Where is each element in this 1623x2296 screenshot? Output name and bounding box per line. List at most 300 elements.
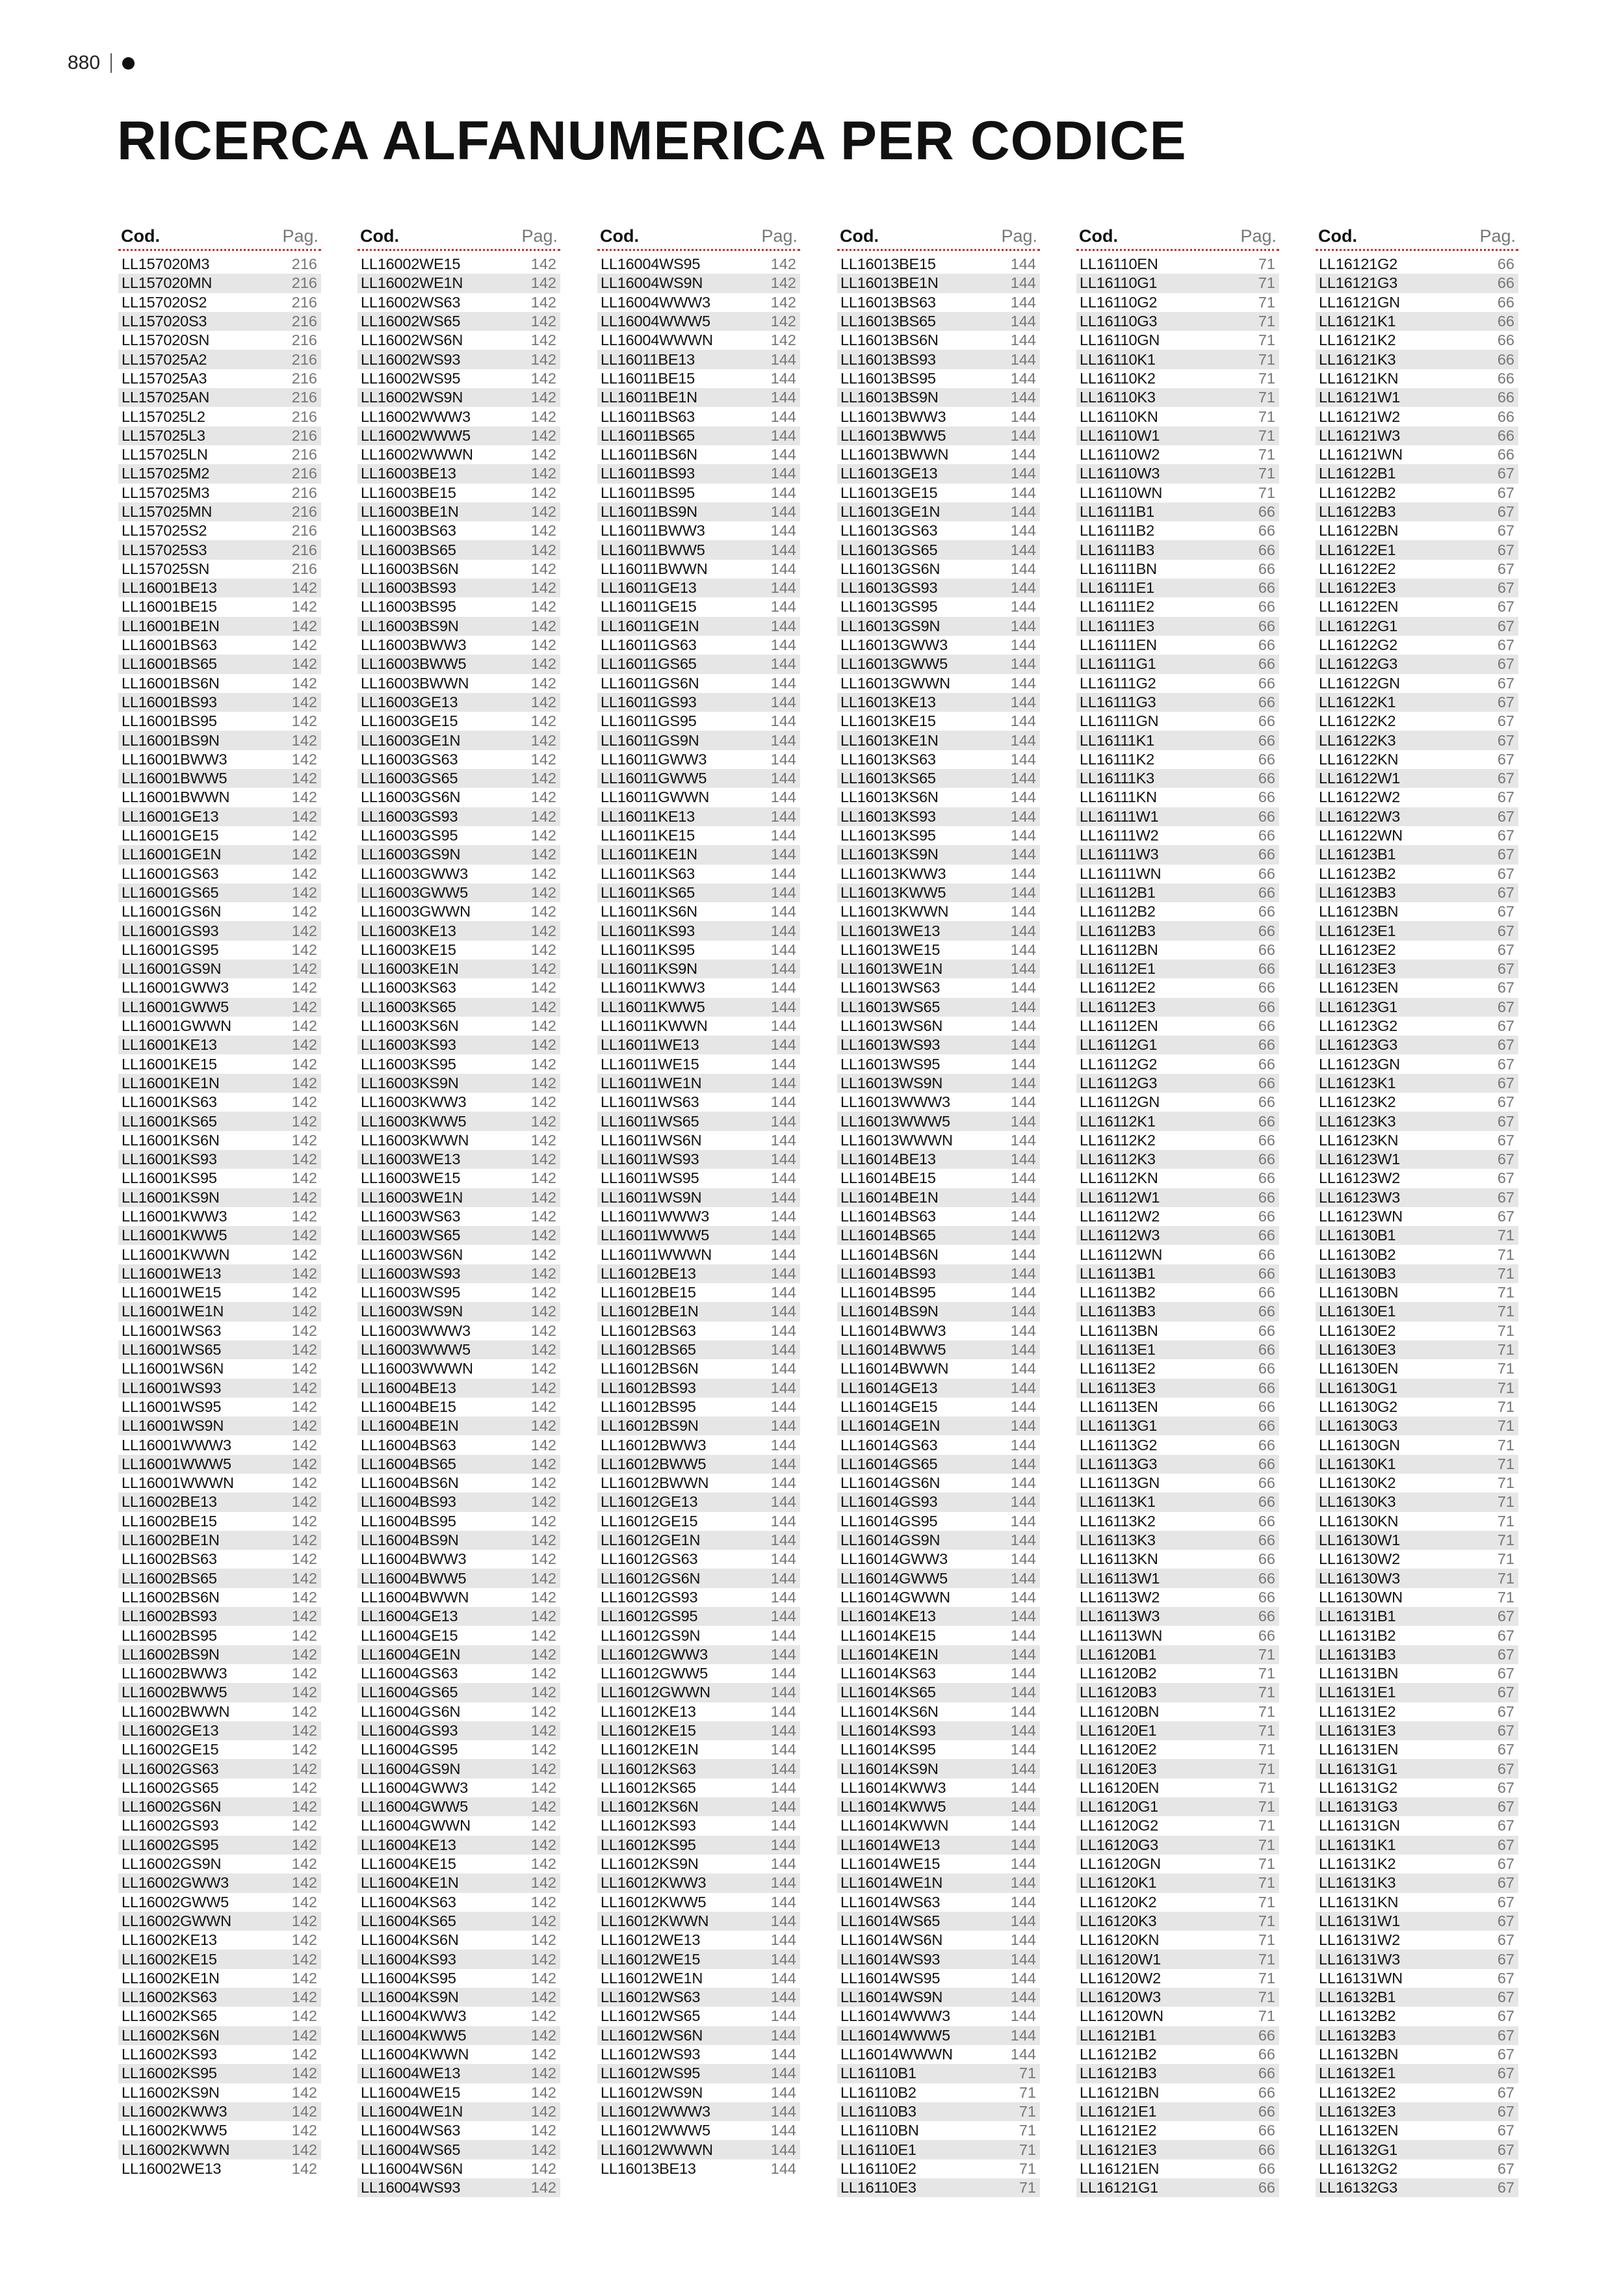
page-ref: 144	[770, 1093, 796, 1111]
product-code: LL16011WWW3	[601, 1207, 710, 1225]
table-row	[837, 1322, 1040, 1340]
product-code: LL16121G1	[1080, 2179, 1159, 2197]
table-row	[1076, 2064, 1279, 2083]
product-code: LL16003GS95	[361, 827, 458, 844]
table-row	[1076, 1855, 1279, 1873]
page-ref: 216	[291, 522, 317, 540]
product-code: LL16003BE13	[361, 465, 456, 482]
table-row	[1076, 1816, 1279, 1835]
product-code: LL16004WS65	[361, 2141, 461, 2158]
page-ref: 144	[770, 846, 796, 863]
product-code: LL16001KS95	[122, 1169, 217, 1187]
page-ref: 142	[530, 1893, 556, 1911]
product-code: LL16002WWW5	[361, 426, 471, 444]
table-row	[597, 1359, 800, 1378]
table-row	[837, 1988, 1040, 2007]
page-ref: 71	[1258, 255, 1275, 273]
product-code: LL16132G3	[1319, 2179, 1398, 2197]
page-ref: 144	[1010, 1112, 1036, 1130]
product-code: LL16012BE1N	[601, 1303, 699, 1320]
product-code: LL16002GS93	[122, 1817, 219, 1834]
column-header	[837, 226, 1040, 251]
product-code: LL16003WE13	[361, 1151, 461, 1168]
table-row	[357, 750, 560, 769]
table-row	[597, 2121, 800, 2140]
page-ref: 142	[291, 617, 317, 634]
table-row	[837, 731, 1040, 750]
table-row	[1316, 865, 1518, 883]
product-code: LL16014KWW3	[840, 1779, 946, 1796]
page-ref: 144	[1010, 579, 1036, 597]
product-code: LL16110G1	[1080, 274, 1158, 292]
index-column-3	[597, 226, 800, 2178]
table-row	[357, 2178, 560, 2197]
table-row	[1076, 655, 1279, 673]
table-row	[597, 1455, 800, 1474]
table-row	[357, 845, 560, 864]
page-ref: 66	[1497, 446, 1514, 463]
table-row	[1076, 674, 1279, 693]
table-row	[357, 998, 560, 1017]
page-ref: 67	[1497, 2122, 1514, 2139]
product-code: LL16013KS63	[840, 750, 936, 768]
product-code: LL16012WE15	[601, 1950, 701, 1968]
table-row	[837, 560, 1040, 579]
page-number	[68, 52, 135, 74]
page-ref: 142	[530, 693, 556, 711]
table-row	[837, 597, 1040, 616]
page-ref: 142	[291, 1417, 317, 1435]
product-code: LL16014BS65	[840, 1227, 936, 1244]
table-row	[1076, 826, 1279, 845]
product-code: LL16120WN	[1080, 2007, 1163, 2025]
product-code: LL16130KN	[1319, 1512, 1399, 1530]
product-code: LL16014BS9N	[840, 1303, 939, 1320]
table-row	[357, 2140, 560, 2159]
page-ref: 67	[1497, 541, 1514, 558]
column-rows	[357, 255, 560, 2197]
table-row	[597, 1302, 800, 1321]
table-row	[1076, 1093, 1279, 1112]
table-row	[357, 1969, 560, 1988]
product-code: LL16014BS63	[840, 1207, 936, 1225]
page-ref: 142	[530, 883, 556, 901]
table-row	[118, 1131, 321, 1150]
product-code: LL16011BS9N	[601, 503, 697, 520]
table-row	[597, 597, 800, 616]
table-row	[1076, 1017, 1279, 1036]
page-ref: 144	[1010, 1455, 1036, 1472]
table-row	[1316, 1302, 1518, 1321]
page-ref: 142	[530, 1912, 556, 1929]
page-ref: 71	[1258, 1989, 1275, 2006]
table-row	[1076, 998, 1279, 1017]
table-row	[1076, 1550, 1279, 1569]
product-code: LL16113E2	[1080, 1360, 1156, 1377]
table-row	[1316, 579, 1518, 597]
product-code: LL16002KS9N	[122, 2083, 220, 2101]
page-ref: 142	[530, 2007, 556, 2025]
table-row	[357, 883, 560, 902]
table-row	[118, 1188, 321, 1207]
page-ref: 66	[1258, 2122, 1275, 2139]
page-ref: 142	[530, 446, 556, 463]
product-code: LL16120B1	[1080, 1645, 1157, 1663]
page-ref: 144	[1010, 903, 1036, 920]
product-code: LL16111G2	[1080, 674, 1156, 692]
table-row	[837, 693, 1040, 712]
page-ref: 142	[770, 274, 796, 292]
page-ref: 67	[1497, 1798, 1514, 1816]
product-code: LL16130BN	[1319, 1284, 1399, 1301]
page-ref: 142	[530, 293, 556, 311]
product-code: LL16121K2	[1319, 332, 1396, 349]
page-ref: 142	[530, 1227, 556, 1244]
page-ref: 66	[1258, 1512, 1275, 1530]
product-code: LL16112E3	[1080, 998, 1156, 1015]
product-code: LL16002WS65	[361, 313, 461, 330]
product-code: LL16113W1	[1080, 1569, 1160, 1587]
product-code: LL16113KN	[1080, 1550, 1158, 1568]
table-row	[357, 1074, 560, 1093]
table-row	[357, 560, 560, 579]
product-code: LL16003KE1N	[361, 960, 459, 978]
page-ref: 71	[1497, 1360, 1514, 1377]
page-ref: 144	[1010, 827, 1036, 844]
page-ref: 142	[291, 1893, 317, 1911]
page-ref: 142	[291, 1645, 317, 1663]
product-code: LL16122G1	[1319, 617, 1398, 634]
product-code: LL16110WN	[1080, 484, 1163, 501]
table-row	[1316, 1455, 1518, 1474]
page-ref: 142	[530, 1779, 556, 1796]
page-ref: 142	[291, 1322, 317, 1339]
table-row	[357, 1379, 560, 1398]
product-code: LL16013KE1N	[840, 731, 939, 749]
table-row	[1076, 788, 1279, 807]
page-ref: 144	[770, 1684, 796, 1701]
page-ref: 142	[530, 1379, 556, 1396]
product-code: LL16122G2	[1319, 636, 1398, 654]
page-ref: 142	[291, 2083, 317, 2101]
product-code: LL16120G3	[1080, 1836, 1159, 1853]
table-row	[357, 865, 560, 883]
product-code: LL16012BWWN	[601, 1474, 709, 1492]
table-row	[837, 2026, 1040, 2045]
table-row	[357, 1512, 560, 1531]
page-ref: 142	[530, 2046, 556, 2063]
page-ref: 142	[530, 503, 556, 520]
page-ref: 142	[530, 1055, 556, 1073]
product-code: LL16002BWWN	[122, 1702, 230, 1720]
page-ref: 67	[1497, 1741, 1514, 1758]
page-ref: 71	[1258, 274, 1275, 292]
table-row	[1316, 1950, 1518, 1968]
table-row	[357, 1531, 560, 1550]
table-row	[118, 1873, 321, 1892]
table-row	[357, 540, 560, 559]
page-ref: 144	[770, 1284, 796, 1301]
page-ref: 67	[1497, 560, 1514, 577]
product-code: LL16004GS63	[361, 1665, 458, 1682]
product-code: LL16013WS63	[840, 979, 941, 997]
table-row	[357, 826, 560, 845]
page-ref: 144	[1010, 1741, 1036, 1758]
product-code: LL16014GS93	[840, 1493, 938, 1511]
product-code: LL16014BWWN	[840, 1360, 949, 1377]
page-ref: 142	[530, 998, 556, 1015]
page-ref: 144	[1010, 2046, 1036, 2063]
table-row	[597, 731, 800, 750]
product-code: LL16011KWW5	[601, 998, 705, 1015]
product-code: LL16013WE15	[840, 941, 941, 958]
page-ref: 144	[1010, 1969, 1036, 1987]
page-ref: 142	[530, 1436, 556, 1454]
table-row	[837, 2064, 1040, 2083]
table-row	[837, 959, 1040, 978]
page-ref: 71	[1258, 484, 1275, 501]
page-title: RICERCA ALFANUMERICA PER CODICE	[117, 110, 1187, 171]
page-ref: 67	[1497, 1131, 1514, 1149]
page-ref: 142	[291, 1131, 317, 1149]
product-code: LL16001WWWN	[122, 1474, 234, 1492]
table-row	[1076, 255, 1279, 274]
table-row	[1316, 1188, 1518, 1207]
table-row	[1316, 350, 1518, 369]
table-row	[597, 2045, 800, 2064]
page-ref: 144	[1010, 484, 1036, 501]
table-row	[1316, 731, 1518, 750]
page-ref: 144	[770, 2007, 796, 2025]
page-ref: 71	[1497, 1417, 1514, 1435]
table-row	[1316, 293, 1518, 312]
page-ref: 142	[530, 541, 556, 558]
table-row	[597, 350, 800, 369]
page-ref: 142	[530, 313, 556, 330]
product-code: LL16120E3	[1080, 1760, 1157, 1777]
page-ref: 144	[770, 1912, 796, 1929]
table-row	[597, 1188, 800, 1207]
product-code: LL16123G1	[1319, 998, 1398, 1015]
product-code: LL16011GS6N	[601, 674, 699, 692]
table-row	[837, 1645, 1040, 1664]
page-ref: 66	[1258, 503, 1275, 520]
product-code: LL16123E1	[1319, 922, 1396, 939]
page-ref: 142	[530, 1512, 556, 1530]
product-code: LL16002GS63	[122, 1760, 219, 1777]
page-ref: 67	[1497, 865, 1514, 882]
product-code: LL16014GWW5	[840, 1569, 948, 1587]
product-code: LL16131W1	[1319, 1912, 1400, 1929]
page-ref: 142	[530, 389, 556, 406]
table-row	[1076, 2102, 1279, 2121]
table-row	[118, 941, 321, 959]
table-row	[118, 1398, 321, 1416]
product-code: LL16003GWW5	[361, 883, 468, 901]
table-row	[118, 1912, 321, 1931]
page-ref: 67	[1497, 1036, 1514, 1054]
product-code: LL16003KS65	[361, 998, 456, 1015]
product-code: LL157025LN	[122, 446, 208, 463]
table-row	[357, 617, 560, 636]
product-code: LL16011KS6N	[601, 903, 697, 920]
page-ref: 142	[530, 522, 556, 540]
product-code: LL16012WWWN	[601, 2141, 713, 2158]
product-code: LL16113G3	[1080, 1455, 1158, 1472]
table-row	[1076, 540, 1279, 559]
table-row	[357, 369, 560, 388]
product-code: LL16113WN	[1080, 1626, 1163, 1644]
product-code: LL16132B3	[1319, 2026, 1396, 2044]
table-row	[597, 426, 800, 445]
table-row	[597, 1816, 800, 1835]
table-row	[597, 1474, 800, 1493]
product-code: LL157025L3	[122, 426, 205, 444]
page-header-label: Pag.	[1240, 226, 1277, 246]
page-ref: 144	[1010, 1569, 1036, 1587]
table-row	[357, 1626, 560, 1645]
page-ref: 144	[770, 1874, 796, 1892]
table-row	[118, 845, 321, 864]
table-row	[597, 1779, 800, 1797]
product-code: LL16001BWWN	[122, 789, 230, 806]
product-code: LL16014WWW5	[840, 2026, 950, 2044]
product-code: LL16120B2	[1080, 1665, 1157, 1682]
product-code: LL16014KS63	[840, 1665, 936, 1682]
page-ref: 142	[291, 1512, 317, 1530]
product-code: LL16011WE1N	[601, 1074, 702, 1091]
product-code: LL16014GS65	[840, 1455, 938, 1472]
product-code: LL16004BE1N	[361, 1417, 459, 1435]
page-ref: 142	[291, 1474, 317, 1492]
product-code: LL16130E1	[1319, 1303, 1396, 1320]
page-ref: 144	[1010, 293, 1036, 311]
table-row	[837, 1607, 1040, 1626]
product-code: LL16011GWW3	[601, 750, 707, 768]
table-row	[837, 921, 1040, 940]
product-code: LL16001KWW5	[122, 1227, 227, 1244]
table-row	[837, 617, 1040, 636]
page-ref: 142	[291, 1017, 317, 1035]
table-row	[1076, 1683, 1279, 1702]
table-row	[837, 826, 1040, 845]
product-code: LL16001GWW3	[122, 979, 229, 997]
table-row	[837, 1264, 1040, 1283]
product-code: LL157025A3	[122, 369, 207, 387]
page-ref: 144	[770, 1036, 796, 1054]
page-ref: 144	[770, 750, 796, 768]
table-row	[1076, 1474, 1279, 1493]
page-ref: 142	[291, 1931, 317, 1949]
page-ref: 67	[1497, 522, 1514, 540]
product-code: LL16001GS65	[122, 883, 219, 901]
product-code: LL16002BS9N	[122, 1645, 220, 1663]
product-code: LL16110E3	[840, 2179, 916, 2197]
table-row	[837, 1740, 1040, 1759]
product-code: LL16012WS93	[601, 2046, 701, 2063]
page-ref: 144	[1010, 807, 1036, 825]
product-code: LL16001KE13	[122, 1036, 217, 1054]
table-row	[1076, 1112, 1279, 1130]
table-row	[597, 883, 800, 902]
page-ref: 66	[1258, 1532, 1275, 1549]
table-row	[118, 1531, 321, 1550]
table-row	[118, 1416, 321, 1435]
table-row	[118, 1626, 321, 1645]
table-row	[118, 1645, 321, 1664]
product-code: LL16121WN	[1319, 446, 1403, 463]
page-ref: 144	[770, 655, 796, 673]
product-code: LL16113G2	[1080, 1436, 1158, 1454]
product-code: LL16112E1	[1080, 960, 1156, 978]
product-code: LL16003KE15	[361, 941, 456, 958]
page-ref: 144	[1010, 731, 1036, 749]
page-ref: 71	[1258, 350, 1275, 368]
product-code: LL16001KWWN	[122, 1246, 230, 1263]
product-code: LL16004GE13	[361, 1608, 458, 1625]
page-ref: 144	[1010, 1684, 1036, 1701]
product-code: LL16013BE13	[601, 2159, 696, 2177]
product-code: LL16002BS65	[122, 1569, 217, 1587]
page-ref: 142	[291, 1036, 317, 1054]
table-row	[597, 1969, 800, 1988]
table-row	[837, 540, 1040, 559]
page-ref: 67	[1497, 2159, 1514, 2177]
table-row	[357, 959, 560, 978]
table-row	[597, 1873, 800, 1892]
product-code: LL16013WWW5	[840, 1112, 950, 1130]
table-row	[357, 502, 560, 521]
table-row	[837, 1226, 1040, 1245]
table-row	[597, 502, 800, 521]
product-code: LL16002KS95	[122, 2065, 217, 2082]
table-row	[357, 1797, 560, 1816]
code-header-label: Cod.	[360, 226, 399, 246]
product-code: LL16112E2	[1080, 979, 1156, 997]
product-code: LL16110K3	[1080, 389, 1156, 406]
product-code: LL16111E1	[1080, 579, 1154, 597]
product-code: LL16122EN	[1319, 598, 1399, 616]
page-ref: 144	[770, 369, 796, 387]
table-row	[118, 1245, 321, 1264]
table-row	[118, 1493, 321, 1511]
page-ref: 144	[1010, 1169, 1036, 1187]
column-header	[1076, 226, 1279, 251]
page-ref: 144	[1010, 770, 1036, 787]
table-row	[837, 1683, 1040, 1702]
product-code: LL16002BS63	[122, 1550, 217, 1568]
page-ref: 144	[770, 598, 796, 616]
page-ref: 71	[1258, 1969, 1275, 1987]
product-code: LL16111B2	[1080, 522, 1154, 540]
table-row	[357, 293, 560, 312]
product-code: LL16002GWW5	[122, 1893, 229, 1911]
product-code: LL16111WN	[1080, 865, 1162, 882]
page-ref: 66	[1258, 941, 1275, 958]
product-code: LL16001KS63	[122, 1093, 217, 1111]
page-ref: 142	[530, 1874, 556, 1892]
page-ref: 71	[1258, 1893, 1275, 1911]
table-row	[1316, 1074, 1518, 1093]
page-ref: 142	[291, 1550, 317, 1568]
page-ref: 144	[770, 1074, 796, 1091]
page-ref: 142	[291, 883, 317, 901]
table-row	[597, 1569, 800, 1587]
product-code: LL16001GS63	[122, 865, 219, 882]
product-code: LL16011WS63	[601, 1093, 699, 1111]
page-ref: 66	[1258, 1322, 1275, 1339]
table-row	[118, 1359, 321, 1378]
